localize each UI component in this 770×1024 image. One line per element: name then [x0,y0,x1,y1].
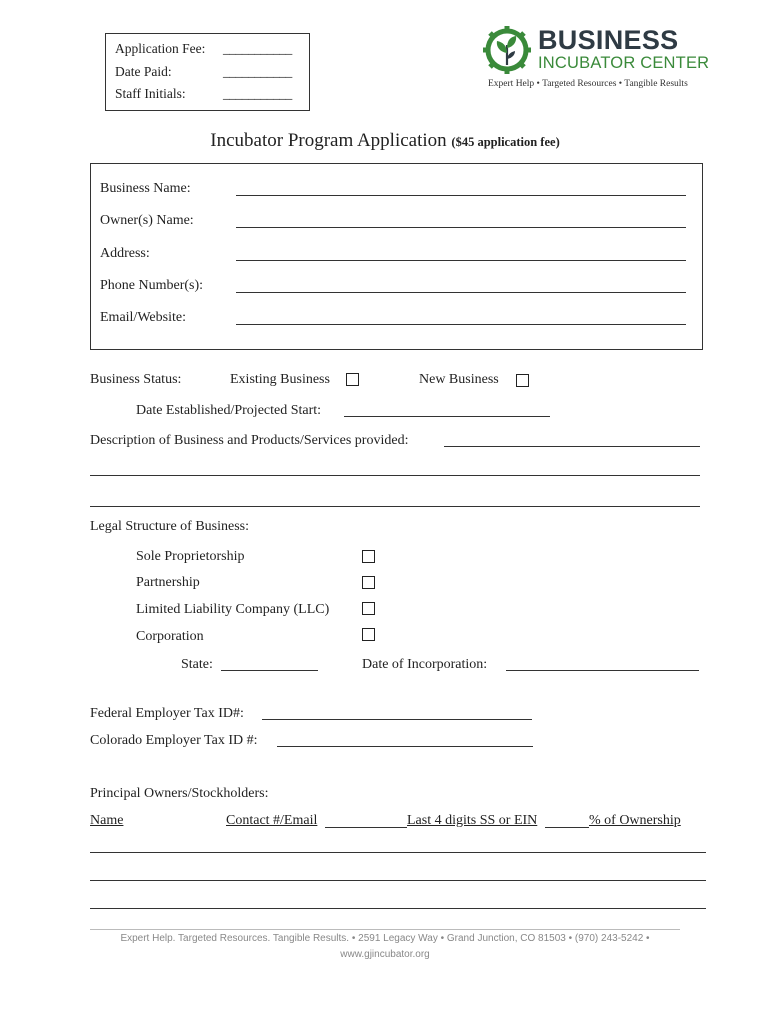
date-established-label: Date Established/Projected Start: [136,403,322,418]
date-established-field[interactable] [344,415,550,417]
partnership-checkbox[interactable] [362,576,375,589]
owners-header-gap-2 [545,813,589,828]
business-incubator-logo [480,22,710,97]
title-fee: ($45 application fee) [451,135,560,149]
federal-tax-id-label: Federal Employer Tax ID#: [90,706,244,721]
page-title [0,130,770,152]
business-name-field[interactable] [236,194,686,196]
existing-business-label: Existing Business [230,372,330,387]
llc-label: Limited Liability Company (LLC) [136,602,330,617]
office-use-box [105,33,310,111]
corporation-label: Corporation [136,629,204,644]
application-fee-label: Application Fee: [115,41,206,56]
business-status-label: Business Status: [90,372,182,387]
description-field-line-2[interactable] [90,474,700,476]
footer-address: Expert Help. Targeted Resources. Tangible Results. • 2591 Legacy Way • Grand Junction, CO 81503 • (970) 243-5242 • [120,933,650,944]
state-label: State: [181,657,213,672]
date-paid-label: Date Paid: [115,64,172,79]
new-business-checkbox[interactable] [516,374,529,387]
description-field-line-3[interactable] [90,505,700,507]
footer-divider [90,929,680,930]
owners-name-field[interactable] [236,226,686,228]
title-main: Incubator Program Application [210,130,447,151]
owner-row-line-2[interactable] [90,879,706,881]
gear-sprout-icon [482,25,532,75]
owners-name-label: Owner(s) Name: [100,213,194,228]
staff-initials-label: Staff Initials: [115,86,186,101]
sole-proprietorship-checkbox[interactable] [362,550,375,563]
existing-business-checkbox[interactable] [346,373,359,386]
owners-column-name: Name [90,813,124,828]
business-info-box [90,163,703,350]
logo-tagline: Expert Help • Targeted Resources • Tangible Results [488,79,688,89]
new-business-label: New Business [419,372,499,387]
partnership-label: Partnership [136,575,200,590]
date-of-incorporation-field[interactable] [506,669,699,671]
business-name-label: Business Name: [100,181,191,196]
staff-initials-blank[interactable]: ___________ [223,86,292,101]
owner-row-line-1[interactable] [90,851,706,853]
date-paid-blank[interactable]: ___________ [223,64,292,79]
legal-structure-label: Legal Structure of Business: [90,519,250,534]
owners-header-gap-1 [325,813,407,828]
colorado-tax-id-field[interactable] [277,745,533,747]
description-field-line-1[interactable] [444,445,700,447]
owners-column-ownership: % of Ownership [589,813,681,828]
logo-business-text: BUSINESS [538,25,679,55]
llc-checkbox[interactable] [362,602,375,615]
email-website-field[interactable] [236,323,686,325]
corporation-checkbox[interactable] [362,628,375,641]
owners-column-ssn: Last 4 digits SS or EIN [407,813,538,828]
date-of-incorporation-label: Date of Incorporation: [362,657,488,672]
logo-incubator-text: INCUBATOR CENTER [538,54,710,72]
sole-proprietorship-label: Sole Proprietorship [136,549,245,564]
phone-field[interactable] [236,291,686,293]
owners-column-contact: Contact #/Email [226,813,318,828]
address-field[interactable] [236,259,686,261]
state-field[interactable] [221,669,318,671]
footer-website: www.gjincubator.org [340,949,430,960]
colorado-tax-id-label: Colorado Employer Tax ID #: [90,733,258,748]
owner-row-line-3[interactable] [90,907,706,909]
federal-tax-id-field[interactable] [262,718,532,720]
application-fee-blank[interactable]: ___________ [223,41,292,56]
address-label: Address: [100,246,150,261]
principal-owners-label: Principal Owners/Stockholders: [90,786,269,801]
description-label: Description of Business and Products/Services provided: [90,433,409,448]
phone-label: Phone Number(s): [100,278,204,293]
email-website-label: Email/Website: [100,310,186,325]
